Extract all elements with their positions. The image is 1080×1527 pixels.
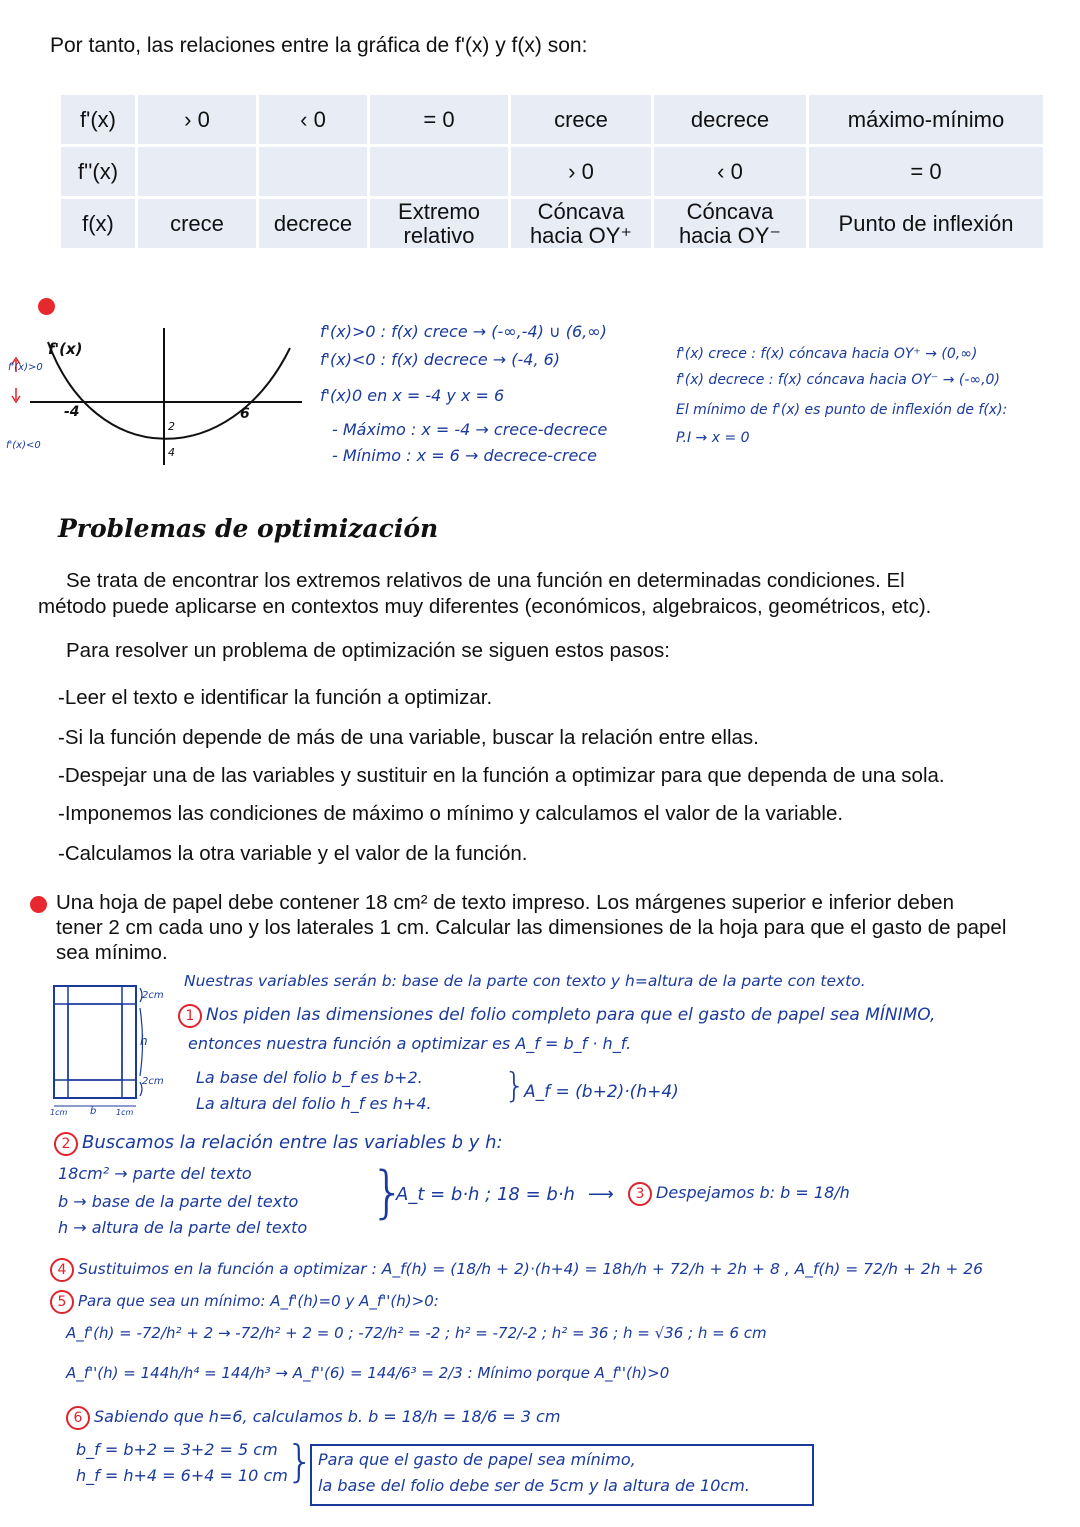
table-row — [61, 95, 1043, 144]
tick-left: -4 — [64, 404, 80, 420]
result-box — [310, 1444, 814, 1506]
problem-line: tener 2 cm cada uno y los laterales 1 cm. Calcular las dimensiones de la hoja para que el gasto de papel — [56, 916, 1007, 939]
sheet-bottom-label: 2cm — [142, 1076, 164, 1087]
notes-left-line: - Mínimo : x = 6 → decrece-crece — [332, 446, 597, 465]
solution-lb: b → base de la parte del texto — [58, 1192, 299, 1211]
table-cell: decrece — [259, 199, 367, 248]
result-line1: Para que el gasto de papel sea mínimo, — [318, 1450, 636, 1469]
table-cell: ‹ 0 — [259, 95, 367, 144]
solution-at: A_t = b·h ; 18 = b·h — [396, 1184, 575, 1205]
section-title: Problemas de optimización — [58, 514, 439, 543]
relations-table — [58, 92, 1046, 251]
solution-d2: A_f''(h) = 144h/h⁴ = 144/h³ → A_f''(6) = 144/6³ = 2/3 : Mínimo porque A_f''(h)>0 — [66, 1364, 670, 1382]
solution-step2: Buscamos la relación entre las variables b y h: — [82, 1132, 503, 1153]
solution-step1b: entonces nuestra función a optimizar es A_f = b_f · h_f. — [188, 1034, 632, 1053]
solution-step5: Para que sea un mínimo: A_f'(h)=0 y A_f''(h)>0: — [78, 1292, 439, 1310]
table-row — [61, 199, 1043, 248]
problem-line: Una hoja de papel debe contener 18 cm² de texto impreso. Los márgenes superior e inferior deben — [56, 891, 954, 914]
table-cell: › 0 — [511, 147, 651, 196]
solution-lh: h → altura de la parte del texto — [58, 1218, 308, 1237]
sheet-h-label: h — [140, 1034, 148, 1048]
sheet-diagram — [46, 982, 186, 1122]
paragraph1-line2: método puede aplicarse en contextos muy diferentes (económicos, algebraicos, geométricos, etc). — [38, 595, 932, 618]
table-cell: = 0 — [809, 147, 1043, 196]
notes-right-line: P.I → x = 0 — [676, 430, 750, 446]
notes-right-line: El mínimo de f'(x) es punto de inflexión de f(x): — [676, 402, 1008, 418]
step-number-3: 3 — [628, 1182, 652, 1206]
solution-bf: La base del folio b_f es b+2. — [196, 1068, 423, 1087]
tick-low: 4 — [168, 446, 175, 459]
brace-3: } — [286, 1436, 314, 1487]
solution-step1a: Nos piden las dimensiones del folio completo para que el gasto de papel sea MÍNIMO, — [206, 1005, 936, 1025]
step-number-4: 4 — [50, 1258, 74, 1282]
solution-hres: h_f = h+4 = 6+4 = 10 cm — [76, 1466, 288, 1485]
table-cell: = 0 — [370, 95, 508, 144]
problem-line: sea mínimo. — [56, 941, 168, 964]
table-cell: ‹ 0 — [654, 147, 806, 196]
step-item: -Imponemos las condiciones de máximo o mínimo y calculamos el valor de la variable. — [58, 802, 844, 825]
table-cell — [138, 147, 256, 196]
step-item: -Si la función depende de más de una variable, buscar la relación entre ellas. — [58, 726, 759, 749]
solution-hf: La altura del folio h_f es h+4. — [196, 1094, 432, 1113]
sheet-top-label: 2cm — [142, 990, 164, 1001]
solution-l18: 18cm² → parte del texto — [58, 1164, 252, 1183]
arrow-right-icon: ⟶ — [588, 1184, 614, 1205]
solution-vars: Nuestras variables serán b: base de la parte con texto y h=altura de la parte con texto. — [184, 972, 866, 990]
step-item: -Leer el texto e identificar la función a optimizar. — [58, 686, 493, 709]
paragraph1-line1: Se trata de encontrar los extremos relativos de una función en determinadas condiciones. El — [66, 569, 905, 592]
notes-left-line: - Máximo : x = -4 → crece-decrece — [332, 420, 608, 439]
table-cell: Cóncava hacia OY⁺ — [511, 199, 651, 248]
table-cell: › 0 — [138, 95, 256, 144]
step-number-2: 2 — [54, 1132, 78, 1156]
table-cell: Extremo relativo — [370, 199, 508, 248]
sheet-right-label: 1cm — [116, 1108, 134, 1117]
derivative-graph — [0, 320, 310, 470]
solution-af: A_f = (b+2)·(h+4) — [524, 1082, 679, 1102]
notes-right-line: f'(x) decrece : f(x) cóncava hacia OY⁻ → (-∞,0) — [676, 372, 1000, 388]
brace-2: } — [370, 1160, 406, 1225]
solution-step4: Sustituimos en la función a optimizar : A_f(h) = (18/h + 2)·(h+4) = 18h/h + 72/h + 2h + 8 , A_f(h) = 72/h + 2h + 26 — [78, 1260, 984, 1278]
table-cell: decrece — [654, 95, 806, 144]
solution-step6: Sabiendo que h=6, calculamos b. b = 18/h = 18/6 = 3 cm — [94, 1407, 561, 1426]
table-cell: f(x) — [61, 199, 135, 248]
step-item: -Despejar una de las variables y sustituir en la función a optimizar para que dependa de una sola. — [58, 764, 945, 787]
notes-right-line: f'(x) crece : f(x) cóncava hacia OY⁺ → (0,∞) — [676, 346, 978, 362]
step-number-6: 6 — [66, 1406, 90, 1430]
red-bullet — [38, 298, 55, 315]
intro-text: Por tanto, las relaciones entre la gráfica de f'(x) y f(x) son: — [50, 34, 588, 57]
table-cell: crece — [511, 95, 651, 144]
solution-d1: A_f'(h) = -72/h² + 2 → -72/h² + 2 = 0 ; -72/h² = -2 ; h² = -72/-2 ; h² = 36 ; h = √36 ; h = 6 cm — [66, 1324, 767, 1342]
table-cell: máximo-mínimo — [809, 95, 1043, 144]
step-number-1: 1 — [178, 1004, 202, 1028]
notes-left-line: f'(x)0 en x = -4 y x = 6 — [320, 386, 505, 405]
table-cell — [259, 147, 367, 196]
sheet-left-label: 1cm — [50, 1108, 68, 1117]
tick-right: 6 — [240, 406, 250, 422]
result-line2: la base del folio debe ser de 5cm y la altura de 10cm. — [318, 1476, 750, 1495]
step-item: -Calculamos la otra variable y el valor de la función. — [58, 842, 528, 865]
brace-1: } — [504, 1066, 526, 1106]
table-cell: f'(x) — [61, 95, 135, 144]
table-row — [61, 147, 1043, 196]
table-cell: Cóncava hacia OY⁻ — [654, 199, 806, 248]
graph-label-fprime: f'(x) — [48, 340, 83, 358]
problem-bullet — [30, 896, 47, 913]
step-number-5: 5 — [50, 1290, 74, 1314]
sheet-base-label: b — [90, 1106, 97, 1117]
table-cell: crece — [138, 199, 256, 248]
graph-label-negative: f'(x)<0 — [6, 440, 41, 451]
graph-label-positive: f'(x)>0 — [8, 362, 43, 373]
notes-left-line: f'(x)<0 : f(x) decrece → (-4, 6) — [320, 350, 561, 369]
paragraph2: Para resolver un problema de optimización se siguen estos pasos: — [66, 639, 670, 662]
table-cell: f''(x) — [61, 147, 135, 196]
solution-step3: Despejamos b: b = 18/h — [656, 1183, 850, 1202]
tick-mid: 2 — [168, 420, 175, 433]
notes-left-line: f'(x)>0 : f(x) crece → (-∞,-4) ∪ (6,∞) — [320, 322, 607, 341]
solution-bres: b_f = b+2 = 3+2 = 5 cm — [76, 1440, 278, 1459]
table-cell: Punto de inflexión — [809, 199, 1043, 248]
table-cell — [370, 147, 508, 196]
